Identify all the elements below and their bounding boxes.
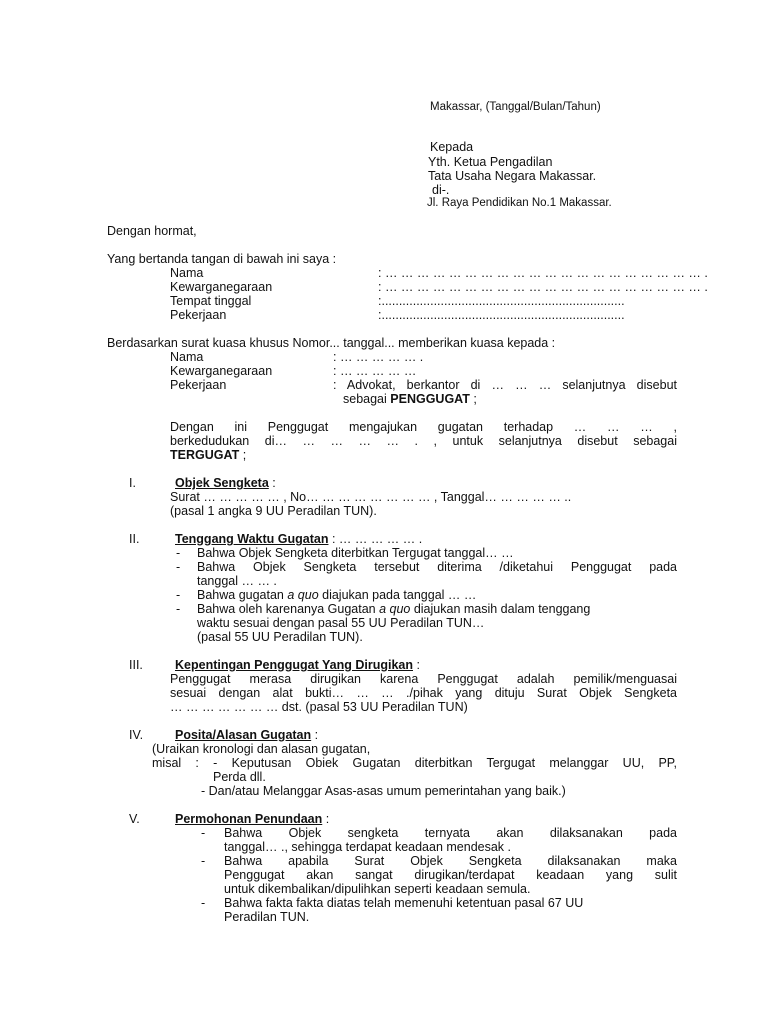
section-1-heading: Objek Sengketa :	[175, 476, 276, 490]
section-1-title: Objek Sengketa	[175, 476, 269, 490]
section-4-title: Posita/Alasan Gugatan	[175, 728, 312, 742]
section-5-heading: Permohonan Penundaan :	[175, 812, 330, 826]
proxy-intro: Berdasarkan surat kuasa khusus Nomor... tanggal... memberikan kuasa kepada :	[107, 336, 556, 350]
section-2-title: Tenggang Waktu Gugatan	[175, 532, 329, 546]
proxy-label-nama: Nama	[170, 350, 204, 364]
section-3-line-3: … … … … … … … dst. (pasal 53 UU Peradilan TUN)	[170, 700, 468, 714]
proxy-label-pekerjaan: Pekerjaan	[170, 378, 227, 392]
section-5-bullet-2: Bahwa apabila Surat Objek Sengketa dilaksanakan maka	[224, 854, 677, 868]
section-3-line-2: sesuai dengan alat bukti… … … ./pihak yang dituju Surat Objek Sengketa	[170, 686, 677, 700]
section-2-bullet-1: Bahwa Objek Sengketa diterbitkan Tergugat tanggal… …	[197, 546, 514, 560]
bullet-dash: -	[176, 602, 181, 616]
section-2-bullet-3: Bahwa gugatan a quo diajukan pada tanggal … …	[197, 588, 477, 602]
statement-defendant: TERGUGAT ;	[170, 448, 247, 462]
section-2-bullet-4-cont: waktu sesuai dengan pasal 55 UU Peradilan TUN…	[197, 616, 485, 630]
recipient-yth: Yth. Ketua Pengadilan	[428, 155, 553, 169]
signer-label-nama: Nama	[170, 266, 204, 280]
proxy-value-nama: : … … … … … .	[333, 350, 424, 364]
section-4-line-3: Perda dll.	[213, 770, 266, 784]
bullet-dash: -	[176, 546, 181, 560]
signer-label-kewarganegaraan: Kewarganegaraan	[170, 280, 273, 294]
section-5-bullet-2-cont: Penggugat akan sangat dirugikan/terdapat keadaan yang sulit	[224, 868, 677, 882]
section-3-title: Kepentingan Penggugat Yang Dirugikan	[175, 658, 413, 672]
place-date: Makassar, (Tanggal/Bulan/Tahun)	[430, 101, 601, 113]
section-5-title: Permohonan Penundaan	[175, 812, 323, 826]
section-2-heading: Tenggang Waktu Gugatan : … … … … … .	[175, 532, 423, 546]
section-2-bullet-4: Bahwa oleh karenanya Gugatan a quo diajukan masih dalam tenggang	[197, 602, 591, 616]
statement-line-1: Dengan ini Penggugat mengajukan gugatan terhadap … … … ,	[170, 420, 677, 434]
recipient-address: Jl. Raya Pendidikan No.1 Makassar.	[427, 197, 612, 209]
section-2-bullet-2-cont: tanggal … … .	[197, 574, 277, 588]
signer-intro: Yang bertanda tangan di bawah ini saya :	[107, 252, 337, 266]
role-penggugat: PENGGUGAT	[390, 392, 470, 406]
section-1-line-1: Surat … … … … … , No… … … … … … … … , Tanggal… … … … … ..	[170, 490, 572, 504]
section-4-line-4: - Dan/atau Melanggar Asas-asas umum pemerintahan yang baik.)	[201, 784, 566, 798]
bullet-dash: -	[176, 588, 181, 602]
section-2-number: II.	[129, 532, 140, 546]
section-4-number: IV.	[129, 728, 144, 742]
signer-value-tempat: :......................................................................	[378, 294, 625, 308]
role-tergugat: TERGUGAT	[170, 448, 240, 462]
section-4-line-1: (Uraikan kronologi dan alasan gugatan,	[152, 742, 371, 756]
proxy-label-kewarganegaraan: Kewarganegaraan	[170, 364, 273, 378]
signer-label-pekerjaan: Pekerjaan	[170, 308, 227, 322]
recipient-court: Tata Usaha Negara Makassar.	[428, 169, 597, 183]
proxy-role: sebagai PENGGUGAT ;	[343, 392, 477, 406]
section-4-heading: Posita/Alasan Gugatan :	[175, 728, 319, 742]
bullet-dash: -	[201, 826, 206, 840]
proxy-value-pekerjaan: : Advokat, berkantor di … … … selanjutnya disebut	[333, 378, 677, 392]
section-5-bullet-1-cont: tanggal… ., sehingga terdapat keadaan mendesak .	[224, 840, 512, 854]
section-3-line-1: Penggugat merasa dirugikan karena Penggugat adalah pemilik/menguasai	[170, 672, 677, 686]
section-5-bullet-2-end: untuk dikembalikan/dipulihkan seperti keadaan semula.	[224, 882, 531, 896]
signer-value-pekerjaan: :......................................................................	[378, 308, 625, 322]
section-4-line-2: misal : - Keputusan Obiek Gugatan diterbitkan Tergugat melanggar UU, PP,	[152, 756, 677, 770]
statement-line-2: berkedudukan di… … … … … . , untuk selanjutnya disebut sebagai	[170, 434, 677, 448]
bullet-dash: -	[201, 854, 206, 868]
signer-value-kewarganegaraan: : … … … … … … … … … … … … … … … … … … … … .	[378, 280, 708, 294]
section-5-bullet-3: Bahwa fakta fakta diatas telah memenuhi ketentuan pasal 67 UU	[224, 896, 584, 910]
section-5-number: V.	[129, 812, 140, 826]
signer-value-nama: : … … … … … … … … … … … … … … … … … … … … .	[378, 266, 708, 280]
section-1-line-2: (pasal 1 angka 9 UU Peradilan TUN).	[170, 504, 377, 518]
recipient-kepada: Kepada	[430, 140, 474, 154]
section-5-bullet-3-cont: Peradilan TUN.	[224, 910, 310, 924]
section-3-number: III.	[129, 658, 143, 672]
greeting: Dengan hormat,	[107, 224, 197, 238]
section-2-bullet-2: Bahwa Objek Sengketa tersebut diterima /diketahui Penggugat pada	[197, 560, 677, 574]
bullet-dash: -	[201, 896, 206, 910]
bullet-dash: -	[176, 560, 181, 574]
section-2-bullet-4-ref: (pasal 55 UU Peradilan TUN).	[197, 630, 363, 644]
section-3-heading: Kepentingan Penggugat Yang Dirugikan :	[175, 658, 420, 672]
section-1-number: I.	[129, 476, 136, 490]
section-5-bullet-1: Bahwa Objek sengketa ternyata akan dilaksanakan pada	[224, 826, 677, 840]
recipient-di: di-.	[432, 183, 450, 197]
signer-label-tempat: Tempat tinggal	[170, 294, 252, 308]
proxy-value-kewarganegaraan: : … … … … …	[333, 364, 417, 378]
